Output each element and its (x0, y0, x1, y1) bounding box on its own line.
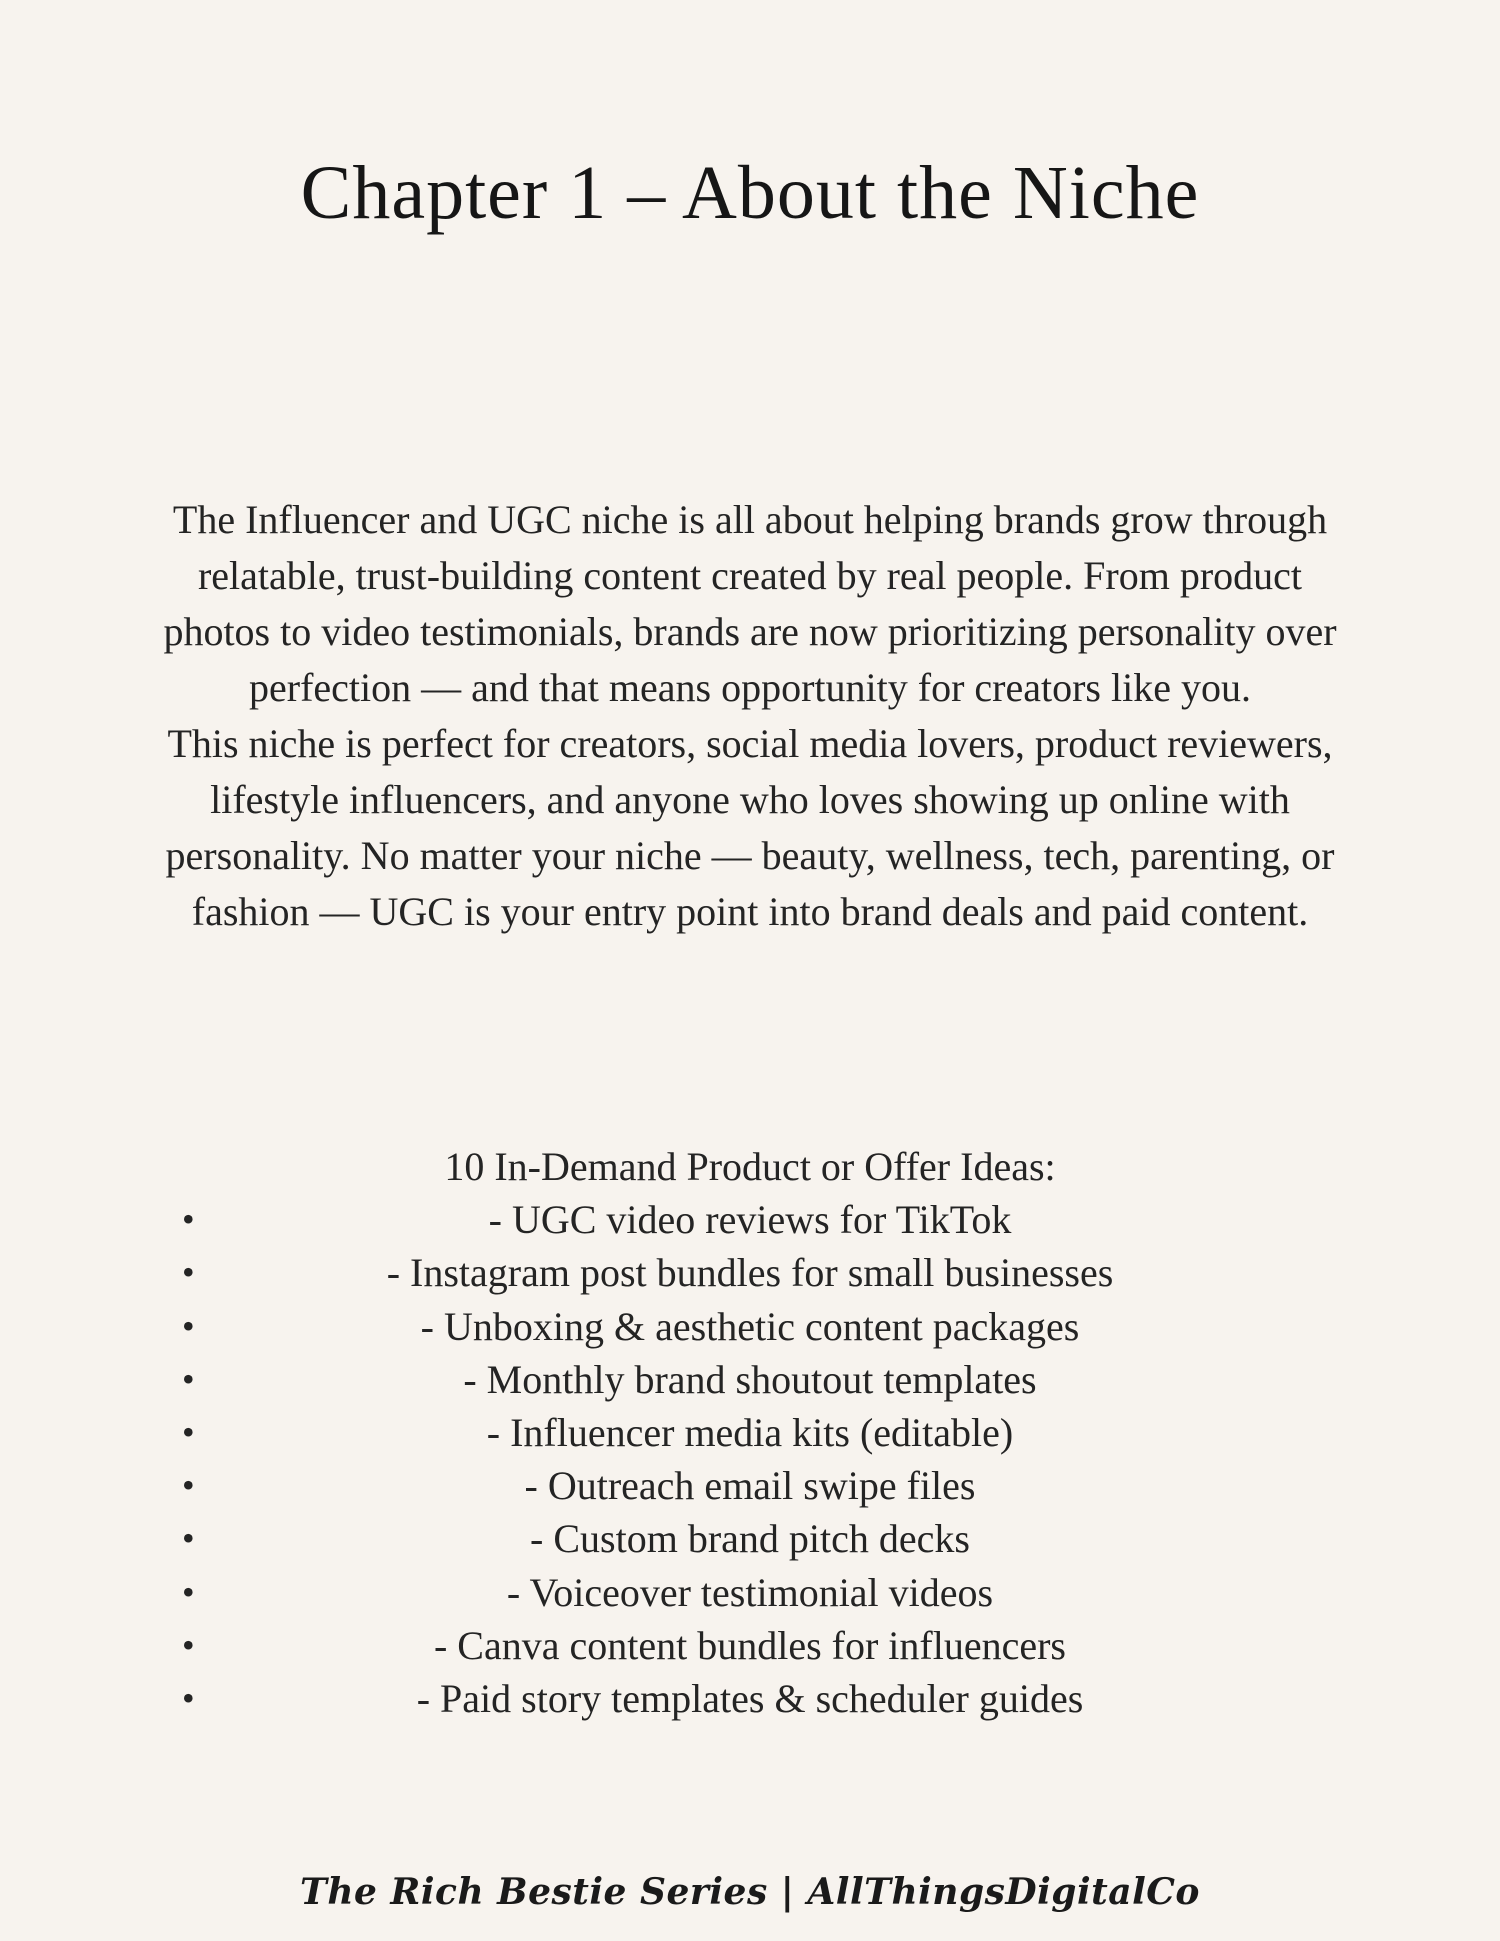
offer-ideas-section (140, 1140, 1360, 1725)
paragraph-audience: This niche is perfect for creators, social media lovers, product reviewers, lifestyle influencers, and anyone who loves showing up online with personality. No matter your niche — beauty, wellness, tech, parenting, or fashion — UGC is your entry point into brand deals and paid content. (165, 721, 1335, 934)
list-item-text: - Influencer media kits (editable) (486, 1409, 1014, 1455)
bullet-icon: • (182, 1411, 195, 1452)
list-item-text: - Voiceover testimonial videos (506, 1569, 994, 1615)
bullet-icon: • (182, 1252, 195, 1293)
list-item (140, 1353, 1360, 1406)
list-item-text: - UGC video reviews for TikTok (488, 1197, 1012, 1243)
list-item-text: - Outreach email swipe files (524, 1463, 976, 1509)
chapter-title: Chapter 1 – About the Niche (300, 151, 1200, 235)
footer-series-credit: The Rich Bestie Series | AllThingsDigitalCo (300, 1871, 1200, 1913)
bullet-icon: • (182, 1677, 195, 1718)
bullet-icon: • (182, 1571, 195, 1612)
bullet-icon: • (182, 1465, 195, 1506)
list-item (140, 1672, 1360, 1725)
paragraph-intro: The Influencer and UGC niche is all about helping brands grow through relatable, trust-building content created by real people. From product photos to video testimonials, brands are now prioritizing personality over perfection — and that means opportunity for creators like you. (163, 497, 1337, 710)
list-item (140, 1459, 1360, 1512)
bullet-icon: • (182, 1305, 195, 1346)
list-item (140, 1566, 1360, 1619)
bullet-icon: • (182, 1518, 195, 1559)
list-item-text: - Custom brand pitch decks (530, 1516, 970, 1562)
list-item-text: - Unboxing & aesthetic content packages (420, 1303, 1080, 1349)
list-item-text: - Canva content bundles for influencers (433, 1622, 1066, 1668)
list-item-text: - Paid story templates & scheduler guides (416, 1675, 1084, 1721)
list-item (140, 1193, 1360, 1246)
bullet-icon: • (182, 1199, 195, 1240)
list-item-text: - Instagram post bundles for small businesses (386, 1250, 1114, 1296)
list-heading: 10 In-Demand Product or Offer Ideas: (444, 1144, 1056, 1189)
body-text-block (140, 492, 1360, 940)
bullet-icon: • (182, 1358, 195, 1399)
list-item (140, 1619, 1360, 1672)
list-item (140, 1406, 1360, 1459)
list-item (140, 1246, 1360, 1299)
list-item-text: - Monthly brand shoutout templates (463, 1356, 1037, 1402)
list-item (140, 1512, 1360, 1565)
bullet-icon: • (182, 1624, 195, 1665)
list-item (140, 1300, 1360, 1353)
